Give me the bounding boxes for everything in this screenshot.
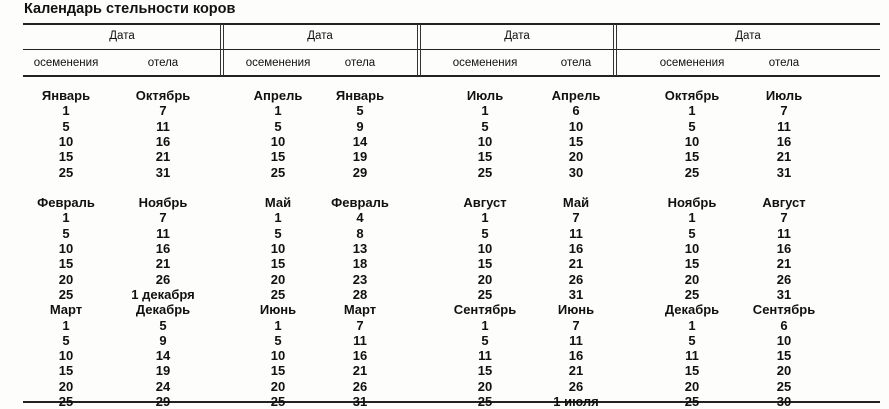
calving-day: 29 (155, 394, 171, 409)
insemination-day: 1 (62, 210, 70, 226)
calving-day: 16 (568, 241, 584, 256)
calving-day: 11 (777, 225, 791, 241)
calving-month: Апрель (551, 88, 601, 103)
calving-day: 26 (776, 271, 792, 287)
insemination-day: 1 (481, 103, 489, 119)
calving-day: 21 (776, 256, 792, 272)
column-group-separator (220, 24, 221, 76)
calving-month: Июль (765, 88, 803, 103)
calving-day: 19 (352, 149, 368, 165)
calving-day: 21 (155, 256, 171, 272)
date-header: Дата (307, 30, 333, 42)
insemination-day: 20 (270, 378, 286, 394)
calving-day: 26 (155, 271, 171, 287)
calving-day: 6 (780, 317, 788, 333)
calving-day: 31 (776, 286, 792, 302)
column-group-separator (417, 24, 418, 76)
insemination-day: 1 (274, 317, 282, 333)
header-divider (23, 49, 880, 50)
calving-day: 26 (568, 271, 584, 287)
calving-day: 31 (352, 394, 368, 409)
insemination-day: 5 (274, 225, 282, 241)
insemination-day: 25 (477, 394, 493, 409)
calving-day: 16 (352, 348, 368, 364)
column-group-separator (616, 24, 617, 76)
insemination-month: Сентябрь (453, 302, 517, 318)
calving-day: 7 (780, 210, 788, 226)
calving-day: 20 (776, 363, 792, 379)
calving-month: Сентябрь (752, 302, 816, 318)
column-group-separator (613, 24, 614, 76)
calving-day: 16 (155, 133, 171, 149)
insemination-day: 15 (477, 363, 493, 379)
calving-day: 4 (356, 210, 364, 226)
insemination-day: 5 (62, 225, 70, 241)
calving-month: Май (562, 195, 590, 211)
insemination-day: 15 (477, 256, 493, 272)
insemination-month: Июль (466, 88, 504, 103)
calving-day: 14 (155, 348, 171, 364)
calving-day: 30 (568, 164, 584, 180)
insemination-day: 15 (270, 256, 286, 272)
insemination-day: 1 (274, 210, 282, 226)
calving-day: 7 (780, 103, 788, 119)
table-title: Календарь стельности коров (24, 1, 236, 17)
insemination-day: 5 (481, 332, 489, 348)
table-bottom-rule (23, 401, 880, 403)
calving-day: 29 (352, 164, 368, 180)
calving-day: 5 (356, 103, 364, 119)
insemination-day: 25 (684, 394, 700, 409)
insemination-day: 10 (58, 133, 74, 149)
insemination-header: осеменения (245, 57, 311, 69)
insemination-day: 5 (62, 118, 70, 134)
calving-day: 1 июля (553, 394, 599, 409)
calving-day: 23 (352, 271, 368, 287)
insemination-month: Март (49, 302, 83, 318)
calving-day: 15 (568, 133, 584, 149)
calving-day: 7 (159, 210, 167, 226)
insemination-day: 5 (62, 332, 70, 348)
insemination-day: 20 (684, 271, 700, 287)
calving-month: Февраль (331, 195, 389, 211)
calving-day: 8 (356, 225, 364, 241)
insemination-day: 25 (684, 286, 700, 302)
insemination-day: 10 (58, 241, 74, 256)
insemination-month: Октябрь (664, 88, 720, 103)
calving-day: 1 декабря (131, 286, 195, 302)
calving-day: 7 (572, 317, 580, 333)
date-header: Дата (735, 30, 761, 42)
calving-day: 31 (155, 164, 171, 180)
insemination-day: 20 (58, 271, 74, 287)
calving-day: 31 (568, 286, 584, 302)
insemination-day: 25 (270, 286, 286, 302)
calving-day: 14 (352, 133, 368, 149)
calving-day: 26 (568, 378, 584, 394)
insemination-day: 15 (477, 149, 493, 165)
insemination-day: 15 (58, 256, 74, 272)
calving-day: 10 (776, 332, 792, 348)
insemination-day: 1 (688, 210, 696, 226)
calving-month: Март (343, 302, 377, 318)
calving-day: 15 (776, 348, 792, 364)
calving-day: 11 (156, 118, 170, 134)
calving-day: 16 (776, 241, 792, 256)
insemination-day: 25 (684, 164, 700, 180)
calving-month: Ноябрь (138, 195, 188, 211)
insemination-header: осеменения (33, 57, 99, 69)
insemination-day: 1 (62, 103, 70, 119)
calving-day: 10 (568, 118, 584, 134)
insemination-day: 25 (58, 394, 74, 409)
insemination-day: 1 (481, 317, 489, 333)
insemination-day: 20 (270, 271, 286, 287)
calving-month: Октябрь (135, 88, 191, 103)
insemination-day: 5 (688, 332, 696, 348)
insemination-day: 15 (270, 149, 286, 165)
calving-day: 13 (352, 241, 368, 256)
insemination-day: 15 (684, 256, 700, 272)
calving-day: 28 (352, 286, 368, 302)
insemination-day: 5 (688, 225, 696, 241)
calving-day: 6 (572, 103, 580, 119)
insemination-month: Август (463, 195, 507, 211)
calving-day: 21 (568, 363, 584, 379)
insemination-day: 1 (62, 317, 70, 333)
insemination-day: 10 (684, 241, 700, 256)
insemination-header: осеменения (452, 57, 518, 69)
calving-day: 24 (155, 378, 171, 394)
calving-day: 9 (159, 332, 167, 348)
insemination-day: 5 (688, 118, 696, 134)
calving-day: 11 (777, 118, 791, 134)
calving-day: 16 (568, 348, 584, 364)
insemination-month: Июнь (259, 302, 297, 318)
calving-month: Август (762, 195, 806, 211)
insemination-day: 1 (274, 103, 282, 119)
calving-day: 16 (155, 241, 171, 256)
insemination-month: Февраль (37, 195, 95, 211)
insemination-header: осеменения (659, 57, 725, 69)
date-header: Дата (109, 30, 135, 42)
calving-day: 7 (159, 103, 167, 119)
table-top-rule (23, 23, 880, 25)
insemination-day: 5 (274, 332, 282, 348)
insemination-day: 20 (58, 378, 74, 394)
insemination-day: 25 (477, 164, 493, 180)
insemination-day: 10 (684, 133, 700, 149)
calving-header: отела (344, 57, 376, 69)
calving-day: 11 (569, 225, 583, 241)
insemination-day: 15 (58, 149, 74, 165)
insemination-day: 25 (58, 164, 74, 180)
calving-day: 11 (156, 225, 170, 241)
calving-day: 30 (776, 394, 792, 409)
calving-day: 31 (776, 164, 792, 180)
insemination-day: 1 (481, 210, 489, 226)
insemination-day: 10 (270, 133, 286, 149)
insemination-day: 10 (477, 241, 493, 256)
insemination-day: 25 (270, 394, 286, 409)
calving-day: 9 (356, 118, 364, 134)
calving-header: отела (147, 57, 179, 69)
calving-day: 5 (159, 317, 167, 333)
calving-day: 21 (568, 256, 584, 272)
insemination-day: 11 (685, 348, 699, 364)
insemination-day: 1 (688, 317, 696, 333)
insemination-month: Ноябрь (667, 195, 717, 211)
insemination-day: 15 (270, 363, 286, 379)
insemination-month: Январь (41, 88, 91, 103)
insemination-day: 25 (58, 286, 74, 302)
insemination-day: 1 (688, 103, 696, 119)
insemination-day: 25 (270, 164, 286, 180)
insemination-day: 15 (684, 149, 700, 165)
insemination-month: Декабрь (664, 302, 720, 318)
calving-header: отела (768, 57, 800, 69)
insemination-day: 10 (58, 348, 74, 364)
header-bottom-rule (23, 75, 880, 77)
calving-day: 21 (155, 149, 171, 165)
insemination-day: 10 (270, 241, 286, 256)
calving-day: 18 (352, 256, 368, 272)
calving-day: 21 (352, 363, 368, 379)
calving-day: 11 (569, 332, 583, 348)
insemination-day: 20 (684, 378, 700, 394)
calving-day: 11 (353, 332, 367, 348)
insemination-month: Май (264, 195, 292, 211)
calving-month: Январь (335, 88, 385, 103)
insemination-day: 11 (478, 348, 492, 364)
calving-day: 7 (356, 317, 364, 333)
column-group-separator (223, 24, 224, 76)
calving-day: 16 (776, 133, 792, 149)
calving-day: 26 (352, 378, 368, 394)
insemination-day: 15 (684, 363, 700, 379)
calving-day: 7 (572, 210, 580, 226)
calving-month: Декабрь (135, 302, 191, 318)
insemination-day: 10 (270, 348, 286, 364)
insemination-day: 5 (481, 225, 489, 241)
insemination-day: 15 (58, 363, 74, 379)
calving-month: Июнь (557, 302, 595, 318)
insemination-day: 10 (477, 133, 493, 149)
insemination-day: 25 (477, 286, 493, 302)
insemination-day: 5 (481, 118, 489, 134)
calving-day: 21 (776, 149, 792, 165)
insemination-month: Апрель (253, 88, 303, 103)
insemination-day: 20 (477, 378, 493, 394)
calving-day: 20 (568, 149, 584, 165)
calving-day: 25 (776, 378, 792, 394)
calving-day: 19 (155, 363, 171, 379)
insemination-day: 20 (477, 271, 493, 287)
calving-header: отела (560, 57, 592, 69)
column-group-separator (420, 24, 421, 76)
date-header: Дата (504, 30, 530, 42)
insemination-day: 5 (274, 118, 282, 134)
